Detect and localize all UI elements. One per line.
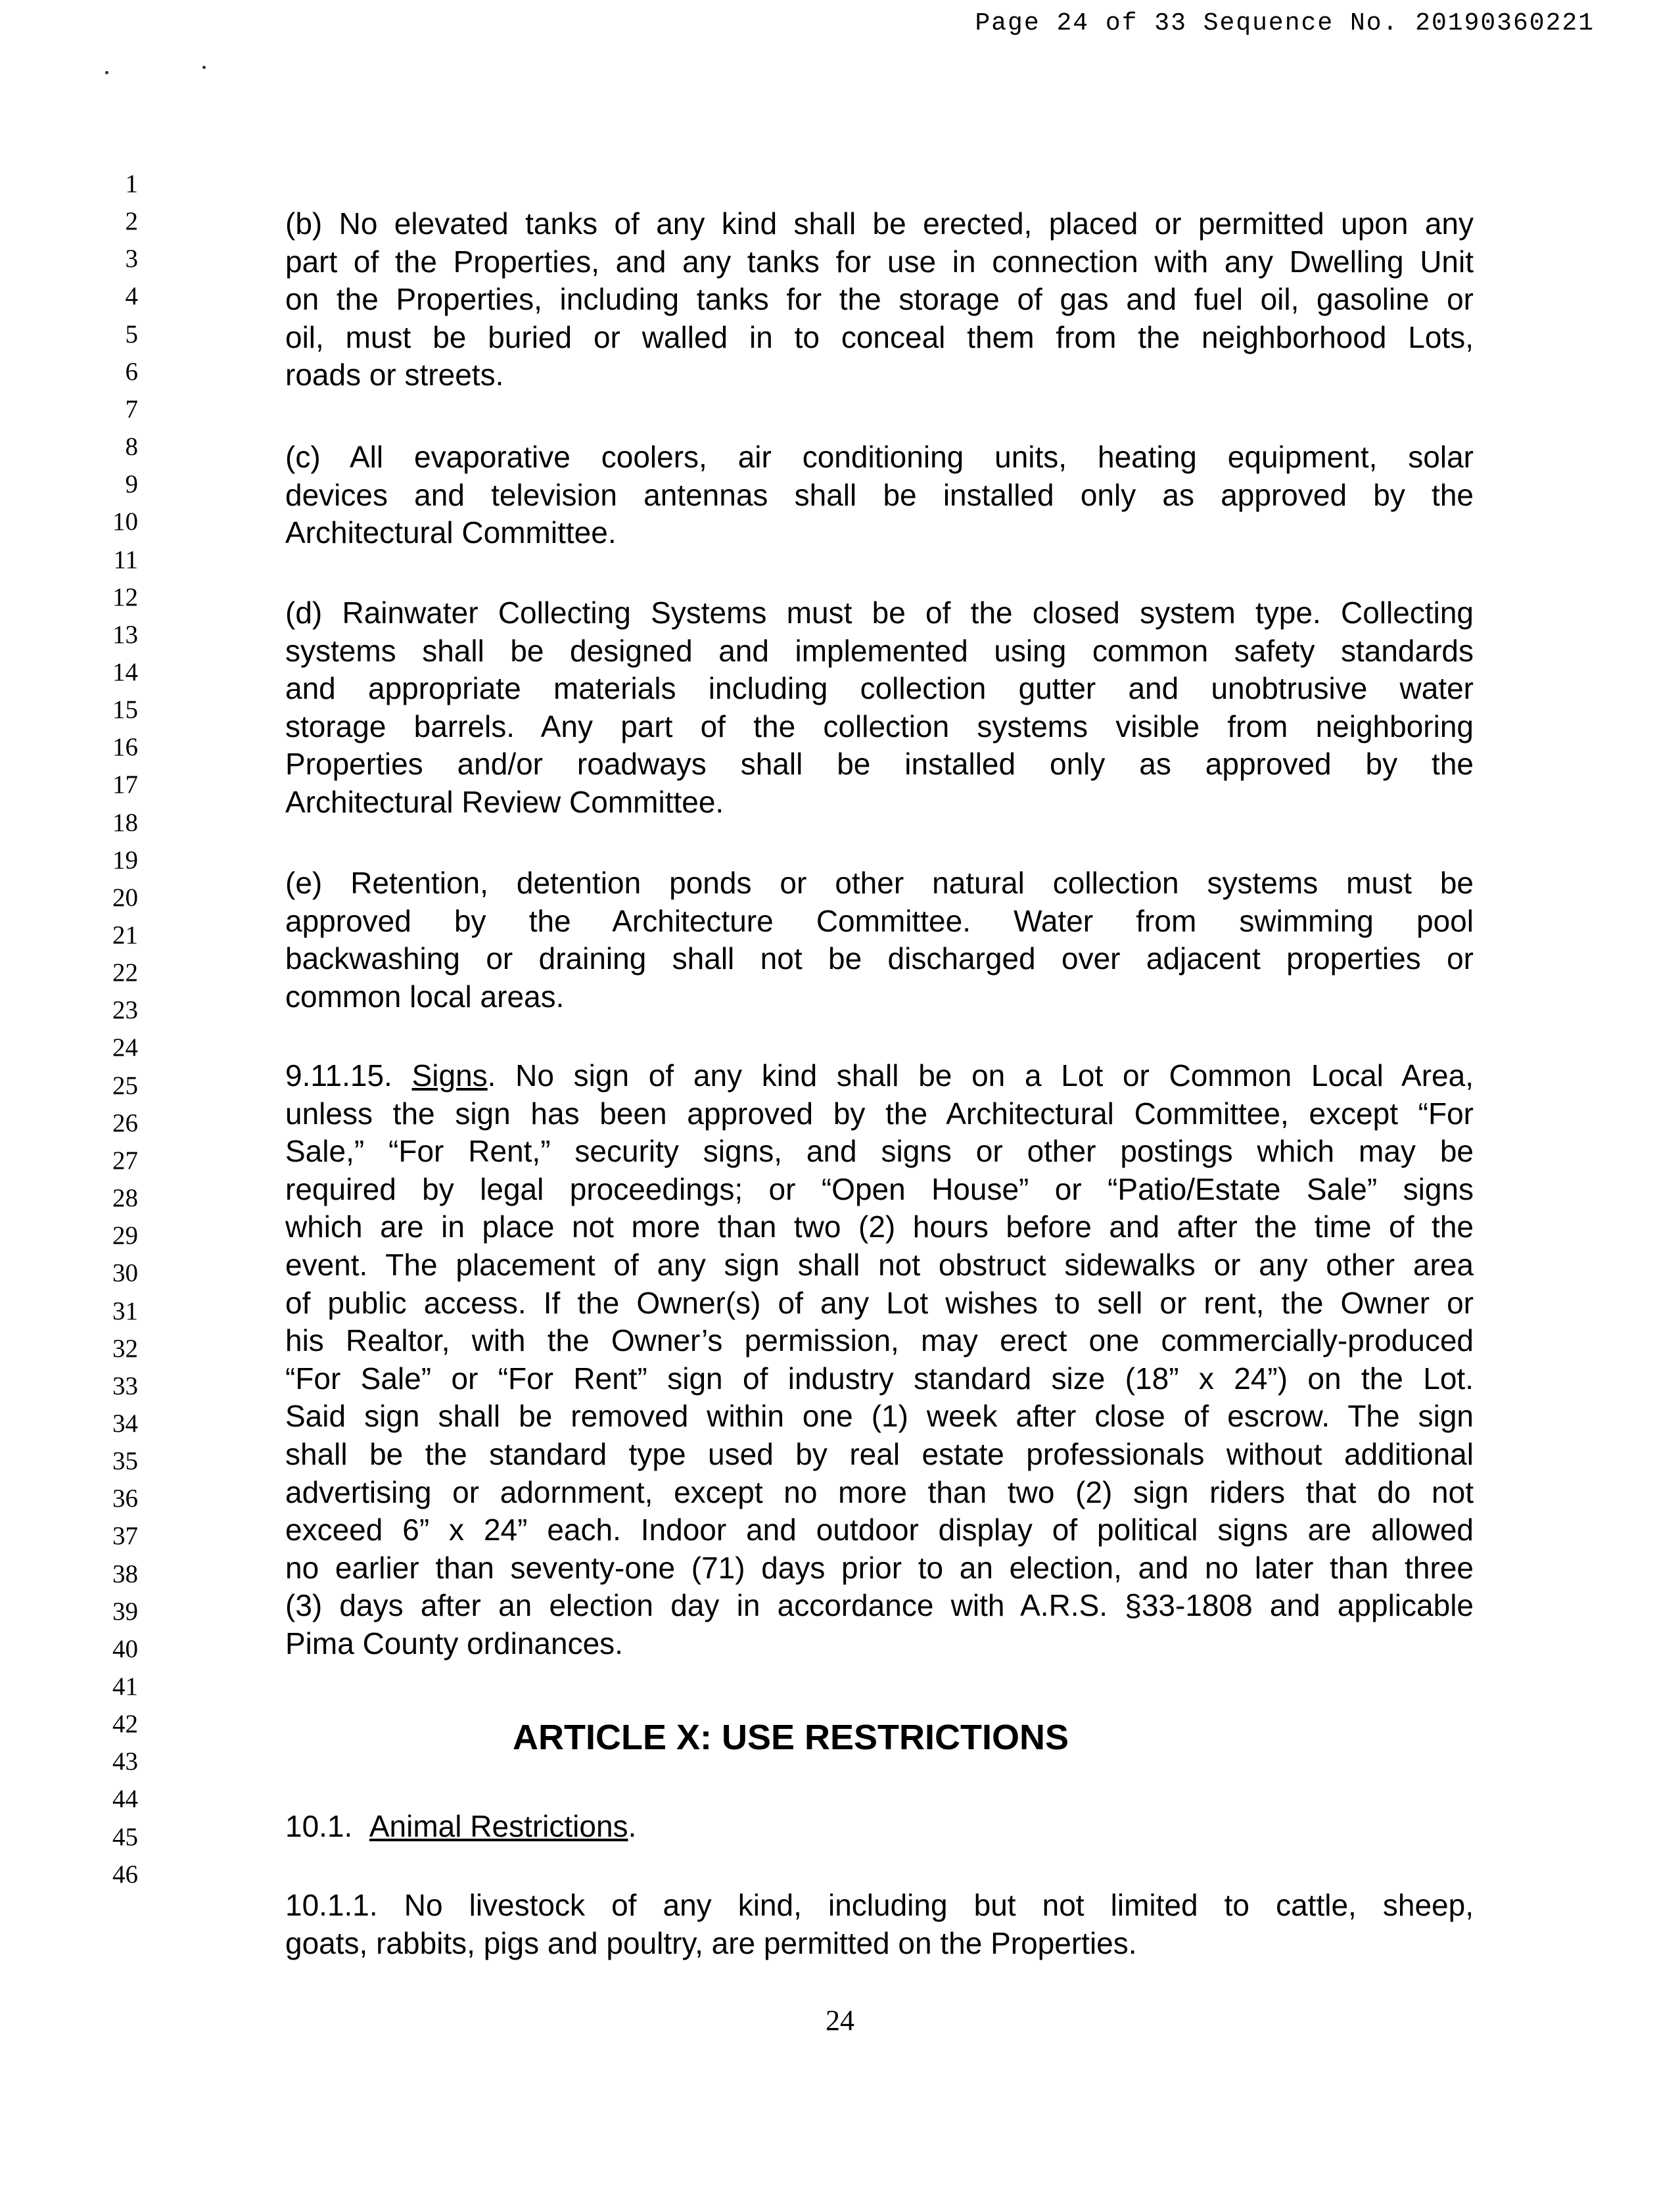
- section-signs: [285, 1057, 1474, 1663]
- line-number: 36: [112, 1484, 138, 1513]
- text-line: devices and television antennas shall be installed only as approved by the: [285, 477, 1474, 512]
- section-number: 9.11.15.: [285, 1058, 392, 1093]
- text-line: (e) Retention, detention ponds or other natural collection systems must be: [285, 866, 1474, 900]
- page-stamp: Page 24 of 33 Sequence No. 20190360221: [975, 9, 1595, 37]
- text-line: (b) No elevated tanks of any kind shall be erected, placed or permitted upon any: [285, 206, 1474, 241]
- scan-speck: [105, 71, 108, 74]
- line-number: 27: [112, 1146, 138, 1175]
- line-number: 44: [112, 1785, 138, 1814]
- text-line: goats, rabbits, pigs and poultry, are permitted on the Properties.: [285, 1925, 1137, 1960]
- section-title: Animal Restrictions: [369, 1809, 628, 1843]
- line-number: 46: [112, 1860, 138, 1889]
- text-line: on the Properties, including tanks for the storage of gas and fuel oil, gasoline or: [285, 282, 1474, 317]
- text-line: “For Sale” or “For Rent” sign of industry standard size (18” x 24”) on the Lot.: [285, 1361, 1474, 1396]
- line-number: 12: [112, 582, 138, 611]
- line-number: 18: [112, 808, 138, 837]
- text-line: storage barrels. Any part of the collection systems visible from neighboring: [285, 709, 1474, 743]
- text-line: (3) days after an election day in accordance with A.R.S. §33-1808 and applicable: [285, 1588, 1474, 1623]
- text-line: backwashing or draining shall not be discharged over adjacent properties or: [285, 941, 1474, 976]
- text-line: (d) Rainwater Collecting Systems must be of the closed system type. Collecting: [285, 596, 1474, 630]
- line-number: 15: [112, 695, 138, 724]
- line-number: 29: [112, 1221, 138, 1250]
- line-number: 3: [125, 245, 138, 273]
- text-line: approved by the Architecture Committee. Water from swimming pool: [285, 903, 1474, 938]
- line-number: 37: [112, 1522, 138, 1551]
- paragraph-d: [285, 594, 1474, 822]
- line-number: 19: [112, 845, 138, 874]
- text-line: 10.1.1. No livestock of any kind, including but not limited to cattle, sheep,: [285, 1888, 1474, 1922]
- line-number: 13: [112, 620, 138, 649]
- paragraph-e: [285, 864, 1474, 1016]
- line-number: 11: [113, 545, 138, 574]
- text-line: [285, 1057, 1474, 1095]
- text-line: Pima County ordinances.: [285, 1626, 623, 1661]
- line-number: 8: [125, 433, 138, 461]
- line-number: 33: [112, 1371, 138, 1400]
- line-number: 9: [125, 470, 138, 499]
- line-number: 38: [112, 1559, 138, 1588]
- line-number: 45: [112, 1822, 138, 1851]
- text-run: .: [628, 1809, 637, 1843]
- line-number: 30: [112, 1259, 138, 1288]
- line-number: 28: [112, 1184, 138, 1213]
- text-run: . No sign of any kind shall be on a Lot or Common Local Area,: [487, 1058, 1474, 1093]
- text-line: Said sign shall be removed within one (1) week after close of escrow. The sign: [285, 1399, 1474, 1434]
- text-line: required by legal proceedings; or “Open House” or “Patio/Estate Sale” signs: [285, 1171, 1474, 1206]
- line-number: 39: [112, 1597, 138, 1626]
- line-number: 40: [112, 1634, 138, 1663]
- line-number: 26: [112, 1108, 138, 1137]
- line-number: 1: [125, 170, 138, 198]
- text-line: oil, must be buried or walled in to conceal them from the neighborhood Lots,: [285, 319, 1474, 354]
- text-line: common local areas.: [285, 979, 565, 1014]
- section-10-1-1: [285, 1887, 1474, 1962]
- text-line: and appropriate materials including collection gutter and unobtrusive water: [285, 671, 1474, 706]
- text-line: which are in place not more than two (2) hours before and after the time of the: [285, 1210, 1474, 1244]
- line-number: 7: [125, 394, 138, 423]
- line-number: 16: [112, 733, 138, 762]
- article-heading: ARTICLE X: USE RESTRICTIONS: [513, 1718, 1069, 1757]
- text-line: Architectural Committee.: [285, 515, 617, 550]
- text-line: unless the sign has been approved by the Architectural Committee, except “For: [285, 1096, 1474, 1131]
- text-line: Properties and/or roadways shall be installed only as approved by the: [285, 747, 1474, 782]
- line-number: 31: [112, 1296, 138, 1325]
- text-line: advertising or adornment, except no more than two (2) sign riders that do not: [285, 1474, 1474, 1509]
- line-number: 21: [112, 921, 138, 949]
- paragraph-c: [285, 438, 1474, 552]
- scan-speck: [202, 66, 206, 69]
- line-number: 25: [112, 1071, 138, 1100]
- line-number: 4: [125, 282, 138, 311]
- paragraph-b: [285, 205, 1474, 394]
- line-number: 10: [112, 507, 138, 536]
- line-number: 22: [112, 958, 138, 987]
- section-number: 10.1.: [285, 1809, 353, 1843]
- line-number: 35: [112, 1447, 138, 1476]
- line-number: 23: [112, 996, 138, 1025]
- line-number: 43: [112, 1747, 138, 1776]
- line-number: 24: [112, 1033, 138, 1062]
- text-line: shall be the standard type used by real estate professionals without additional: [285, 1436, 1474, 1471]
- text-line: Sale,” “For Rent,” security signs, and signs or other postings which may be: [285, 1134, 1474, 1169]
- text-line: roads or streets.: [285, 358, 504, 392]
- text-line: event. The placement of any sign shall not obstruct sidewalks or any other area: [285, 1247, 1474, 1282]
- line-number: 2: [125, 207, 138, 236]
- text-line: of public access. If the Owner(s) of any Lot wishes to sell or rent, the Owner or: [285, 1285, 1474, 1320]
- line-number: 32: [112, 1334, 138, 1363]
- section-title: Signs: [411, 1058, 488, 1093]
- line-number: 6: [125, 357, 138, 386]
- line-number: 20: [112, 883, 138, 912]
- line-number: 14: [112, 657, 138, 686]
- line-number: 34: [112, 1409, 138, 1438]
- line-number: 5: [125, 319, 138, 348]
- text-line: his Realtor, with the Owner’s permission, may erect one commercially-produced: [285, 1323, 1474, 1358]
- text-line: systems shall be designed and implemented using common safety standards: [285, 633, 1474, 668]
- text-line: (c) All evaporative coolers, air conditioning units, heating equipment, solar: [285, 440, 1474, 474]
- line-number: 17: [112, 770, 138, 799]
- text-line: Architectural Review Committee.: [285, 784, 724, 819]
- line-number: 41: [112, 1672, 138, 1701]
- line-number: 42: [112, 1710, 138, 1739]
- text-line: exceed 6” x 24” each. Indoor and outdoor display of political signs are allowed: [285, 1513, 1474, 1547]
- text-line: no earlier than seventy-one (71) days prior to an election, and no later than three: [285, 1550, 1474, 1585]
- section-10-1-heading: [285, 1808, 636, 1846]
- page-number: 24: [826, 2004, 854, 2037]
- text-line: part of the Properties, and any tanks for use in connection with any Dwelling Unit: [285, 244, 1474, 279]
